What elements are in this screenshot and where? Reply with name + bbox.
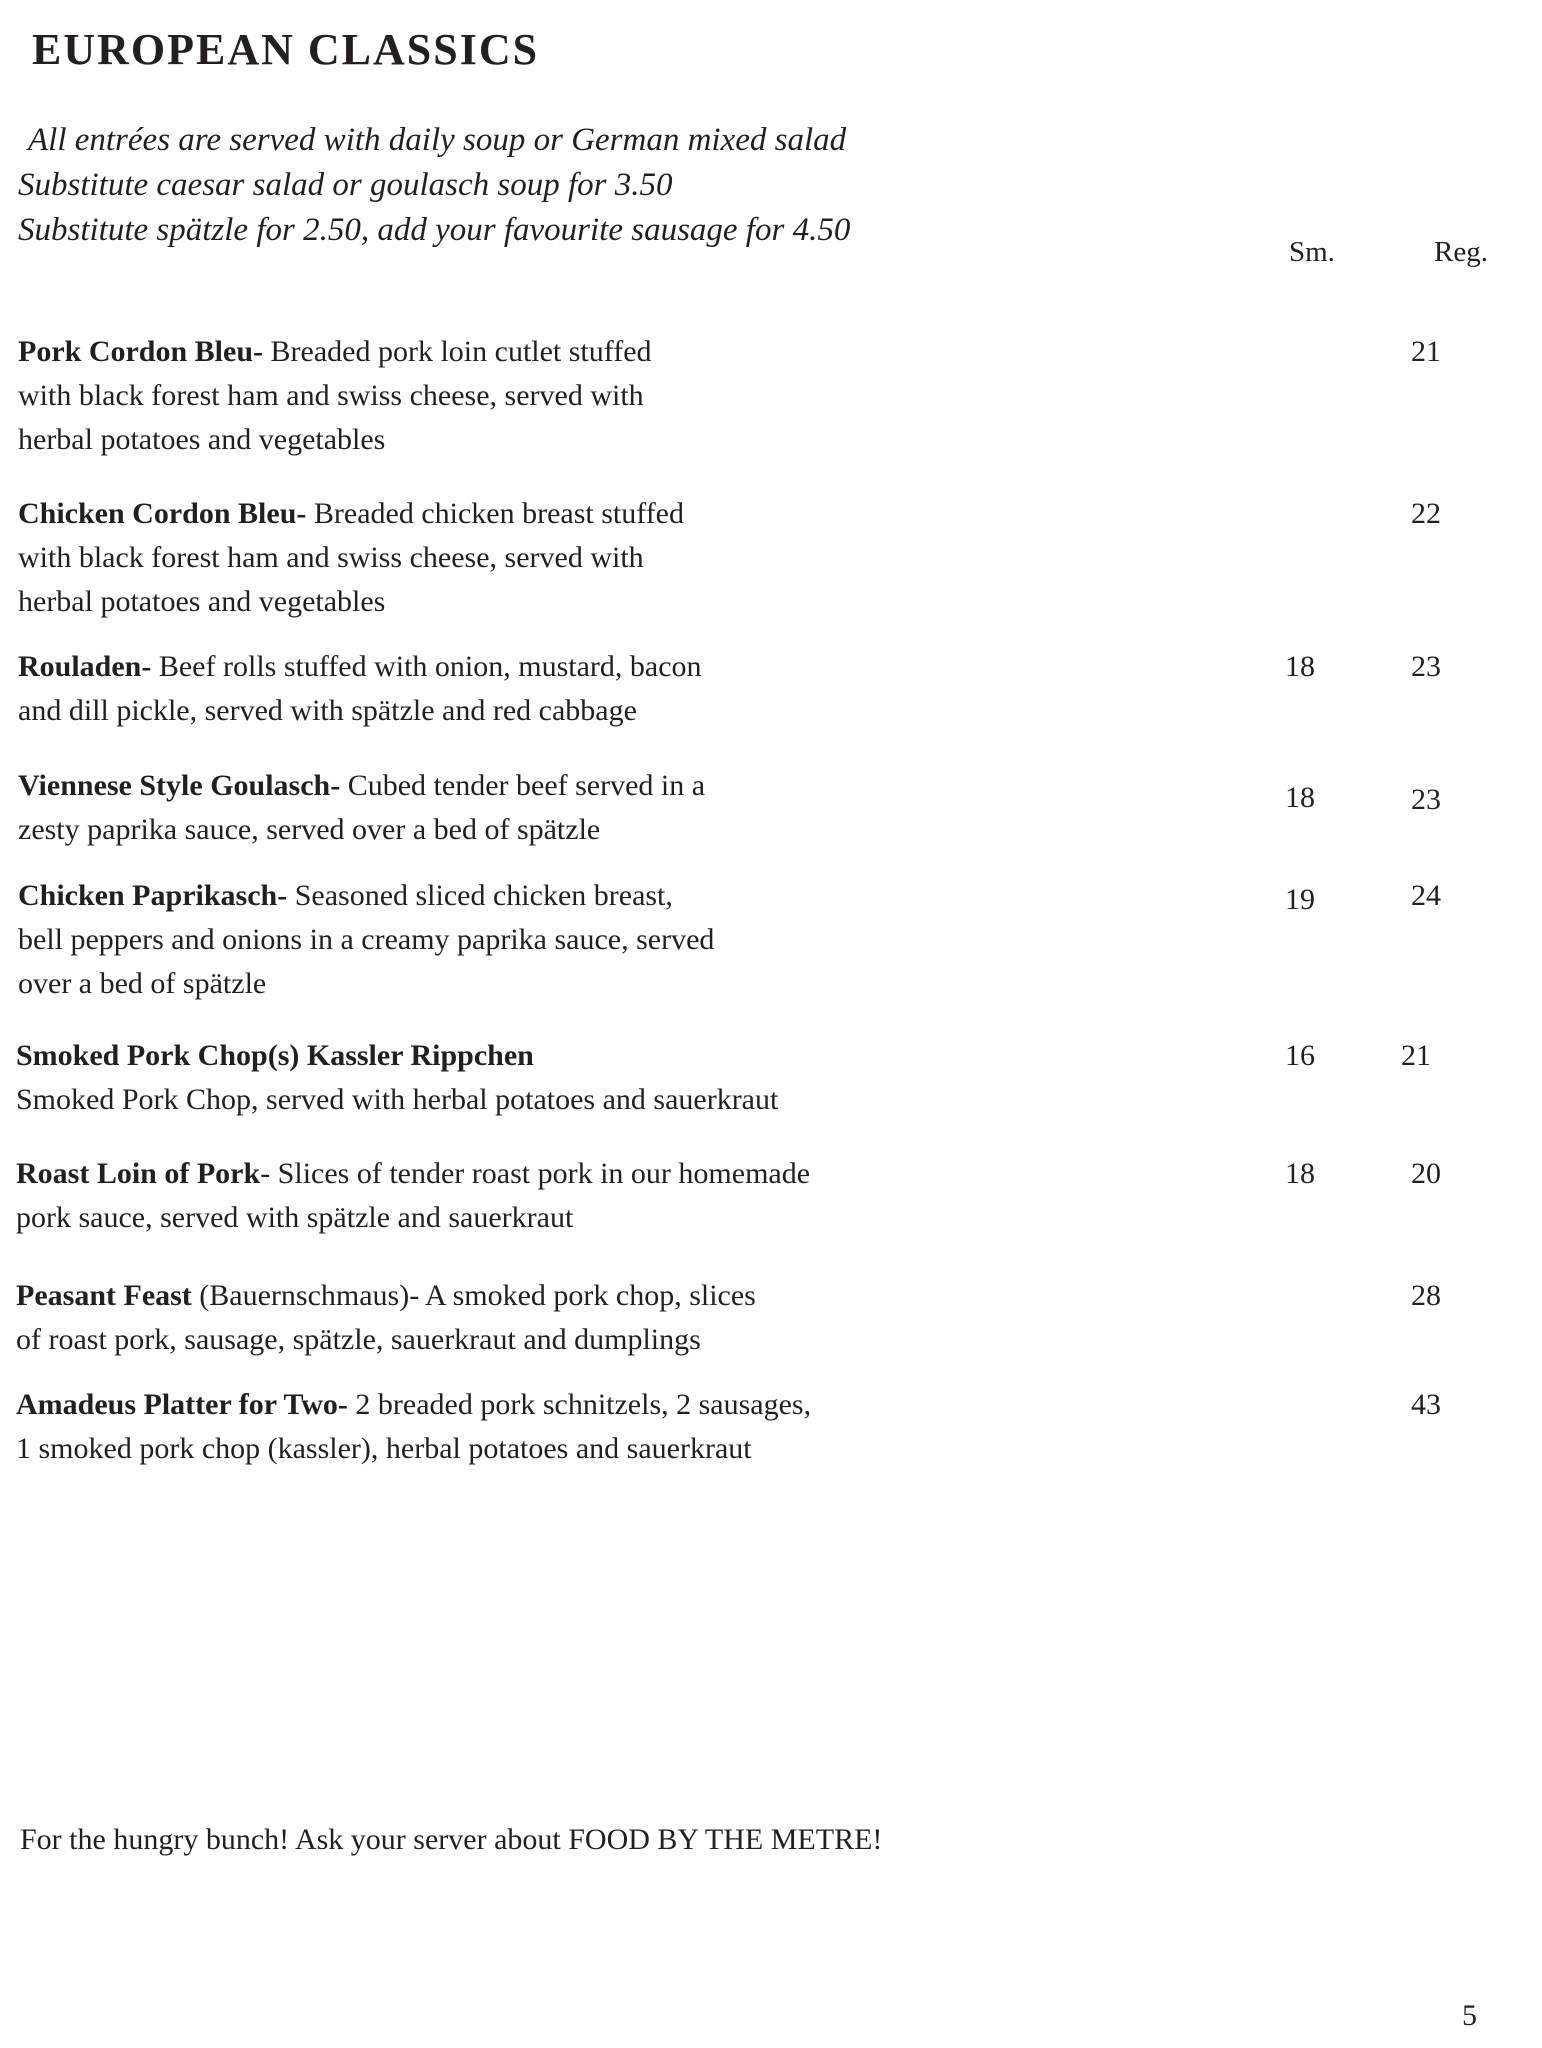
price-regular: 28 bbox=[1411, 1279, 1441, 1312]
column-header-regular: Reg. bbox=[1434, 236, 1488, 268]
price-regular: 22 bbox=[1411, 497, 1441, 530]
menu-item bbox=[18, 645, 1518, 733]
item-name: Chicken Paprikasch- bbox=[18, 879, 288, 912]
serving-notes bbox=[18, 118, 850, 253]
item-description bbox=[18, 645, 918, 733]
column-header-small: Sm. bbox=[1289, 236, 1335, 268]
item-desc-line: Smoked Pork Chop, served with herbal potatoes and sauerkraut bbox=[16, 1083, 779, 1116]
item-desc-first: Beef rolls stuffed with onion, mustard, bacon bbox=[151, 650, 702, 683]
menu-item bbox=[18, 874, 1518, 1006]
price-small: 18 bbox=[1285, 650, 1315, 683]
menu-item bbox=[18, 330, 1518, 462]
page-number: 5 bbox=[1462, 1999, 1477, 2032]
price-small: 19 bbox=[1285, 883, 1315, 916]
item-desc-line: of roast pork, sausage, spätzle, sauerkraut and dumplings bbox=[16, 1323, 701, 1356]
item-desc-first: Breaded pork loin cutlet stuffed bbox=[263, 335, 652, 368]
item-description bbox=[18, 764, 918, 852]
price-regular: 21 bbox=[1401, 1039, 1431, 1072]
item-desc-line: with black forest ham and swiss cheese, served with bbox=[18, 379, 644, 412]
item-description bbox=[16, 1034, 916, 1122]
item-desc-line: herbal potatoes and vegetables bbox=[18, 585, 386, 618]
note-line: Substitute spätzle for 2.50, add your favourite sausage for 4.50 bbox=[18, 212, 851, 248]
item-name: Smoked Pork Chop(s) Kassler Rippchen bbox=[16, 1039, 534, 1072]
item-desc-first: Cubed tender beef served in a bbox=[340, 769, 706, 802]
price-regular: 21 bbox=[1411, 335, 1441, 368]
item-desc-first: - Slices of tender roast pork in our homemade bbox=[260, 1157, 811, 1190]
price-regular: 24 bbox=[1411, 879, 1441, 912]
item-description bbox=[16, 1274, 916, 1362]
item-name: Chicken Cordon Bleu- bbox=[18, 497, 307, 530]
item-description bbox=[16, 1383, 916, 1471]
item-description bbox=[18, 330, 918, 462]
item-name: Amadeus Platter for Two- bbox=[16, 1388, 348, 1421]
menu-item bbox=[16, 1034, 1516, 1122]
item-desc-first: Breaded chicken breast stuffed bbox=[306, 497, 684, 530]
item-desc-line: pork sauce, served with spätzle and sauerkraut bbox=[16, 1201, 574, 1234]
price-small: 18 bbox=[1285, 781, 1315, 814]
item-desc-first: Seasoned sliced chicken breast, bbox=[287, 879, 673, 912]
menu-item bbox=[16, 1152, 1516, 1240]
item-desc-line: bell peppers and onions in a creamy paprika sauce, served bbox=[18, 923, 715, 956]
price-small: 16 bbox=[1285, 1039, 1315, 1072]
menu-item bbox=[18, 492, 1518, 624]
note-line: Substitute caesar salad or goulasch soup for 3.50 bbox=[18, 167, 673, 203]
price-small: 18 bbox=[1285, 1157, 1315, 1190]
item-desc-line: over a bed of spätzle bbox=[18, 967, 267, 1000]
item-name: Peasant Feast bbox=[16, 1279, 192, 1312]
item-description bbox=[18, 492, 918, 624]
item-desc-line: herbal potatoes and vegetables bbox=[18, 423, 386, 456]
item-name: Roast Loin of Pork bbox=[16, 1157, 261, 1190]
footer-note: For the hungry bunch! Ask your server about FOOD BY THE METRE! bbox=[20, 1823, 883, 1856]
item-name: Rouladen- bbox=[18, 650, 152, 683]
item-description bbox=[16, 1152, 916, 1240]
menu-item bbox=[18, 764, 1518, 852]
item-name: Pork Cordon Bleu- bbox=[18, 335, 264, 368]
menu-item bbox=[16, 1383, 1516, 1471]
item-description bbox=[18, 874, 918, 1006]
price-regular: 23 bbox=[1411, 783, 1441, 816]
item-desc-line: zesty paprika sauce, served over a bed of spätzle bbox=[18, 813, 601, 846]
menu-item bbox=[16, 1274, 1516, 1362]
item-desc-line: with black forest ham and swiss cheese, served with bbox=[18, 541, 644, 574]
page-title: EUROPEAN CLASSICS bbox=[32, 25, 540, 74]
note-line: All entrées are served with daily soup or German mixed salad bbox=[28, 122, 847, 158]
price-regular: 20 bbox=[1411, 1157, 1441, 1190]
item-name: Viennese Style Goulasch- bbox=[18, 769, 341, 802]
price-regular: 23 bbox=[1411, 650, 1441, 683]
price-regular: 43 bbox=[1411, 1388, 1441, 1421]
item-desc-line: and dill pickle, served with spätzle and red cabbage bbox=[18, 694, 637, 727]
item-desc-first: 2 breaded pork schnitzels, 2 sausages, bbox=[347, 1388, 812, 1421]
item-desc-line: 1 smoked pork chop (kassler), herbal potatoes and sauerkraut bbox=[16, 1432, 752, 1465]
item-desc-first: (Bauernschmaus)- A smoked pork chop, slices bbox=[191, 1279, 756, 1312]
